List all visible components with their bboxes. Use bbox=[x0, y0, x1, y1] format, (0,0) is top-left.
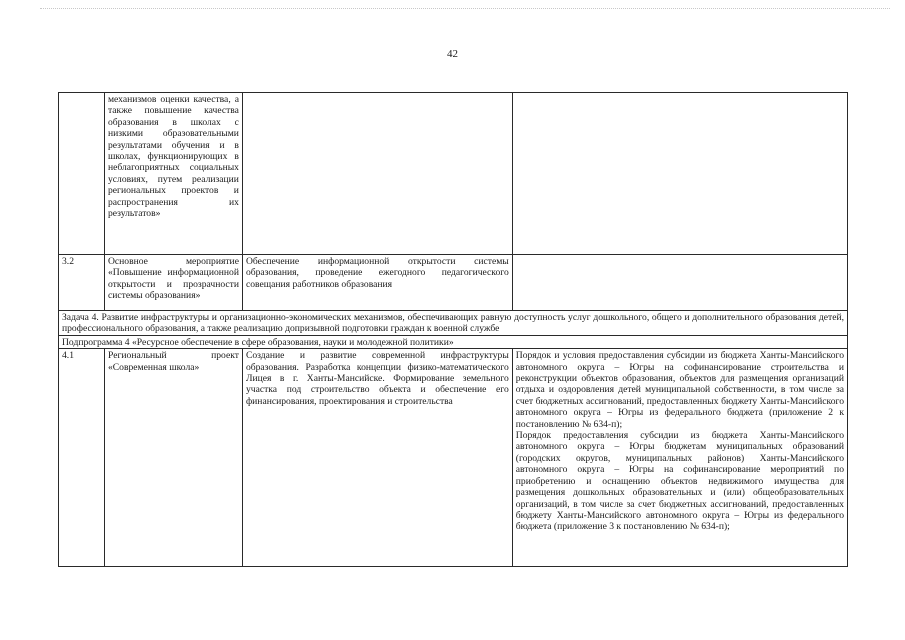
measures-table bbox=[58, 92, 848, 567]
table-row bbox=[59, 93, 848, 255]
subprogram-row bbox=[59, 335, 848, 348]
task-row bbox=[59, 311, 848, 336]
subprogram-heading-cell: Подпрограмма 4 «Ресурсное обеспечение в сфере образования, науки и молодежной политики» bbox=[59, 335, 848, 348]
measure-content-cell: Обеспечение информационной открытости системы образования, проведение ежегодного педагогического совещания работников образования bbox=[242, 255, 512, 311]
row-number-cell: 4.1 bbox=[59, 349, 105, 567]
legal-doc-paragraph: Порядок предоставления субсидии из бюджета Ханты-Мансийского автономного округа – Югры бюджетам муниципальных образований (городских округов, муниципальных районов) Ханты-Мансийского автономного округа – Югры на софинансирование мероприятий по приобретению и оснащению объектов недвижимого имущества для размещения дошкольных образовательных и (или) общеобразовательных организаций, в том числе за счет бюджетных ассигнований, предоставленных бюджету Ханты-Мансийского автономного округа – Югры из федерального бюджета (приложение 3 к постановлению № 634-п); bbox=[515, 430, 844, 533]
measure-name-cell: Региональный проект «Современная школа» bbox=[104, 349, 242, 567]
measure-name-cell: механизмов оценки качества, а также повышение качества образования в школах с низкими образовательными результатами обучения и в школах, функционирующих в неблагоприятных социальных условиях, путем реализации региональных проектов и распространения их результатов» bbox=[104, 93, 242, 255]
legal-docs-cell bbox=[512, 349, 847, 567]
row-number-cell bbox=[59, 93, 105, 255]
measure-content-cell bbox=[242, 93, 512, 255]
scan-top-edge bbox=[40, 8, 890, 9]
measure-content-cell: Создание и развитие современной инфраструктуры образования. Разработка концепции физико-математического Лицея в г. Ханты-Мансийске. Формирование земельного участка под строительство объекта и обеспечение его финансирования, проектирования и строительства bbox=[242, 349, 512, 567]
table-row bbox=[59, 349, 848, 567]
legal-docs-cell bbox=[512, 93, 847, 255]
page-number: 42 bbox=[447, 48, 458, 60]
measure-name-cell: Основное мероприятие «Повышение информационной открытости и прозрачности системы образования» bbox=[104, 255, 242, 311]
legal-docs-cell bbox=[512, 255, 847, 311]
row-number-cell: 3.2 bbox=[59, 255, 105, 311]
task-heading-cell: Задача 4. Развитие инфраструктуры и организационно-экономических механизмов, обеспечивающих равную доступность услуг дошкольного, общего и дополнительного образования детей, профессионального образования, а также реализацию допризывной подготовки граждан к военной службе bbox=[59, 311, 848, 336]
table-row bbox=[59, 255, 848, 311]
legal-doc-paragraph: Порядок и условия предоставления субсидии из бюджета Ханты-Мансийского автономного округа – Югры на софинансирование строительства и реконструкции объектов образования, объектов для размещения организаций отдыха и оздоровления детей муниципальной собственности, в том числе за счет бюджетных ассигнований, предоставленных бюджету Ханты-Мансийского автономного округа – Югры из федерального бюджета (приложение 2 к постановлению № 634-п); bbox=[515, 350, 844, 430]
